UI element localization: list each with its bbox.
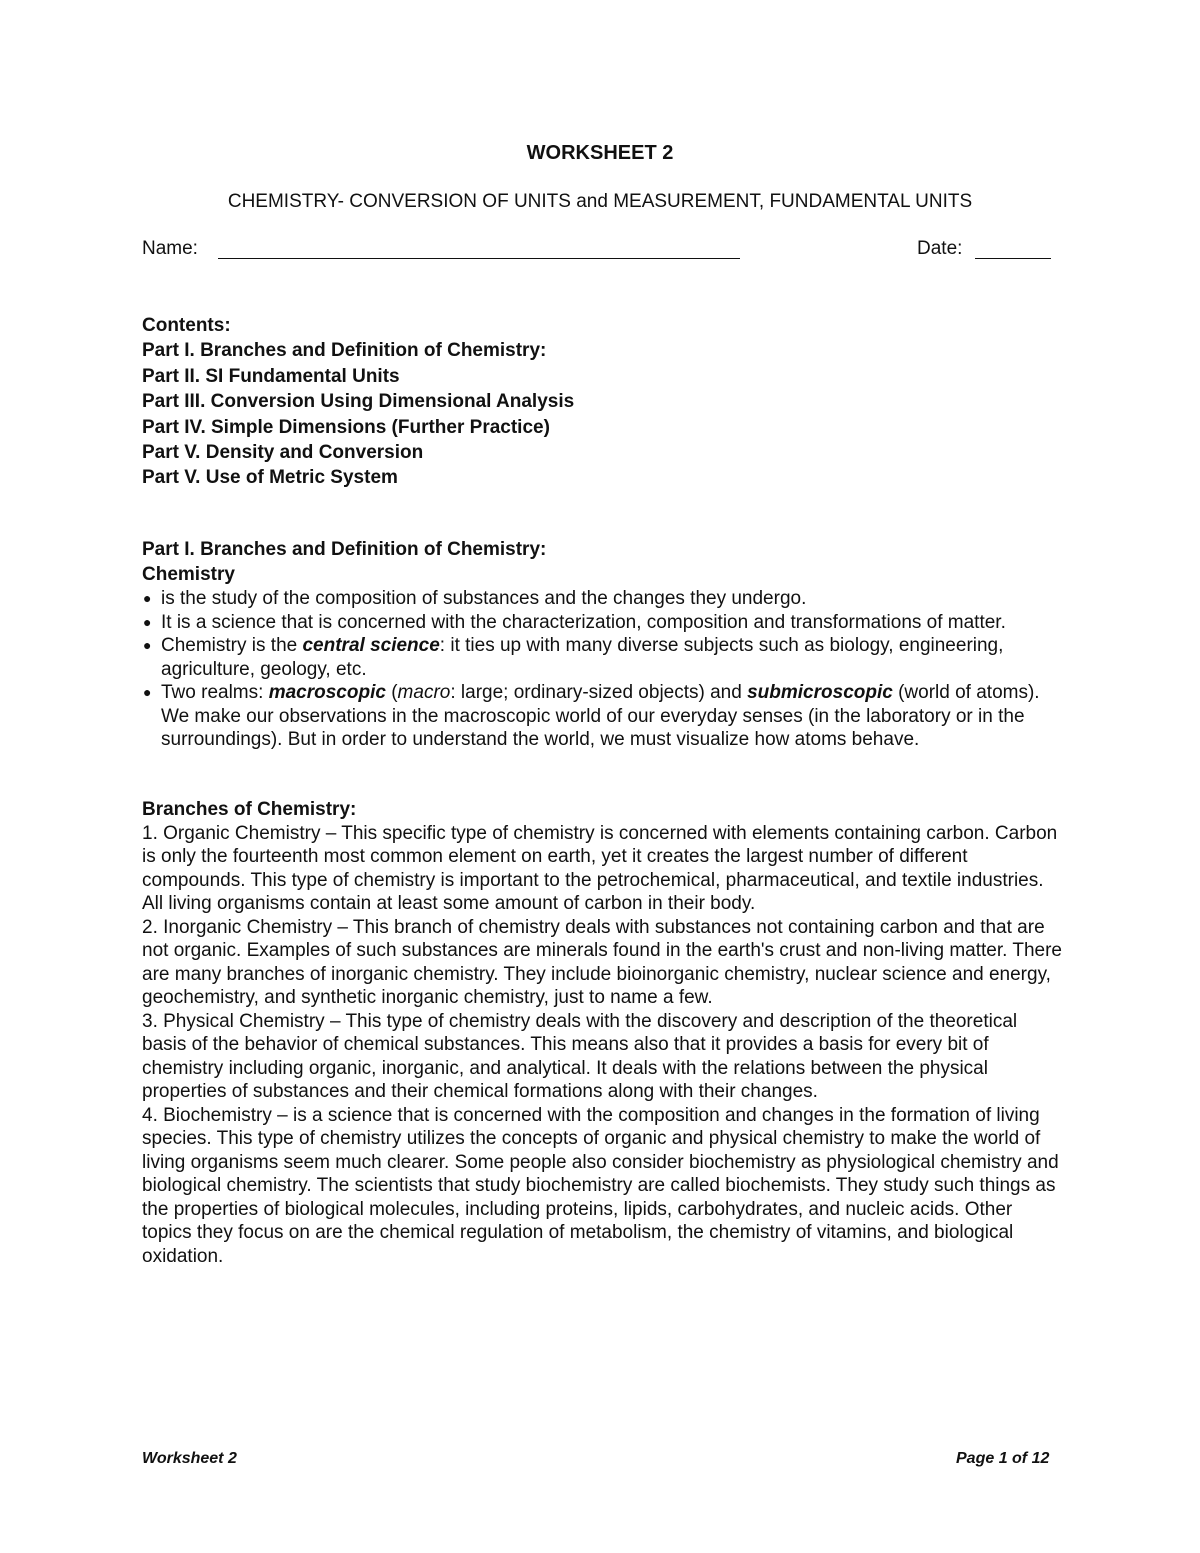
branch-organic-paragraph: 1. Organic Chemistry – This specific type of chemistry is concerned with elements containing carbon. Carbon is only the fourteenth most common element on earth, yet it creates the largest number of different compounds. This type of chemistry is important to the petrochemical, pharmaceutical, and textile industries. All living organisms contain at least some amount of carbon in their body.: [142, 822, 1058, 914]
emphasis-central-science: central science: [302, 635, 440, 656]
list-item: ● Chemistry is the central science: it ties up with many diverse subjects such as biology, engineering, agriculture, geology, etc.: [143, 635, 1004, 680]
footer-worksheet-label: Worksheet 2: [142, 1450, 237, 1467]
worksheet-title: WORKSHEET 2: [526, 142, 674, 164]
date-blank-line: [975, 258, 1051, 259]
name-blank-line: [218, 258, 740, 259]
contents-heading: Contents:: [142, 315, 231, 336]
contents-item: Part V. Use of Metric System: [142, 467, 398, 489]
date-label: Date:: [917, 238, 963, 259]
table-of-contents: [142, 313, 574, 491]
bullet-icon: ●: [143, 613, 152, 630]
emphasis-submicroscopic: submicroscopic: [747, 682, 893, 703]
contents-item: Part IV. Simple Dimensions (Further Practice): [142, 416, 550, 438]
list-item: ● is the study of the composition of substances and the changes they undergo.: [143, 588, 807, 609]
branch-biochemistry-paragraph: 4. Biochemistry – is a science that is concerned with the composition and changes in the formation of living species. This type of chemistry utilizes the concepts of organic and physical chemistry to make the world of living organisms seem much clearer. Some people also consider biochemistry as physiological chemistry and biological chemistry. The scientists that study biochemistry are called biochemists. They study such things as the properties of biological molecules, including proteins, lipids, carbohydrates, and nucleic acids. Other topics they focus on are the chemical regulation of metabolism, the chemistry of vitamins, and biological oxidation.: [142, 1104, 1059, 1267]
contents-item: Part I. Branches and Definition of Chemistry:: [142, 340, 547, 362]
chemistry-definition-list: [142, 587, 1062, 752]
footer-page-number: Page 1 of 12: [956, 1450, 1050, 1467]
name-label: Name:: [142, 238, 198, 259]
bullet-icon: ●: [143, 590, 152, 606]
bullet-icon: ●: [143, 684, 152, 700]
worksheet-subtitle: CHEMISTRY- CONVERSION OF UNITS and MEASUREMENT, FUNDAMENTAL UNITS: [227, 191, 973, 212]
chemistry-subheading: Chemistry: [142, 564, 235, 585]
part1-heading: Part I. Branches and Definition of Chemistry:: [142, 539, 547, 560]
part1-section: [142, 537, 1062, 1268]
contents-item: Part V. Density and Conversion: [142, 441, 424, 463]
italic-macro: macro: [397, 682, 451, 703]
branch-physical-paragraph: 3. Physical Chemistry – This type of chemistry deals with the discovery and description of the theoretical basis of the behavior of chemical substances. This means also that it provides a basis for every bit of chemistry including organic, inorganic, and analytical. It deals with the relations between the physical properties of substances and their chemical formations along with their changes.: [142, 1010, 1018, 1102]
contents-item: Part III. Conversion Using Dimensional Analysis: [142, 391, 575, 413]
name-date-row: [142, 238, 1052, 264]
branch-inorganic-paragraph: 2. Inorganic Chemistry – This branch of chemistry deals with substances not containing carbon and that are not organic. Examples of such substances are minerals found in the earth's crust and non-living matter. There are many branches of inorganic chemistry. They include bioinorganic chemistry, nuclear science and energy, geochemistry, and synthetic inorganic chemistry, just to name a few.: [142, 916, 1062, 1008]
bullet-icon: ●: [143, 637, 152, 653]
list-item: ● Two realms: macroscopic (macro: large; ordinary-sized objects) and submicroscopic (world of atoms). We make our observations in the macroscopic world of our everyday senses (in the laboratory or in the surroundings). But in order to understand the world, we must visualize how atoms behave.: [143, 682, 1040, 750]
contents-item: Part II. SI Fundamental Units: [142, 365, 400, 387]
emphasis-macroscopic: macroscopic: [268, 682, 386, 703]
list-item: ● It is a science that is concerned with the characterization, composition and transformations of matter.: [143, 611, 1006, 633]
branches-heading: Branches of Chemistry:: [142, 798, 357, 820]
